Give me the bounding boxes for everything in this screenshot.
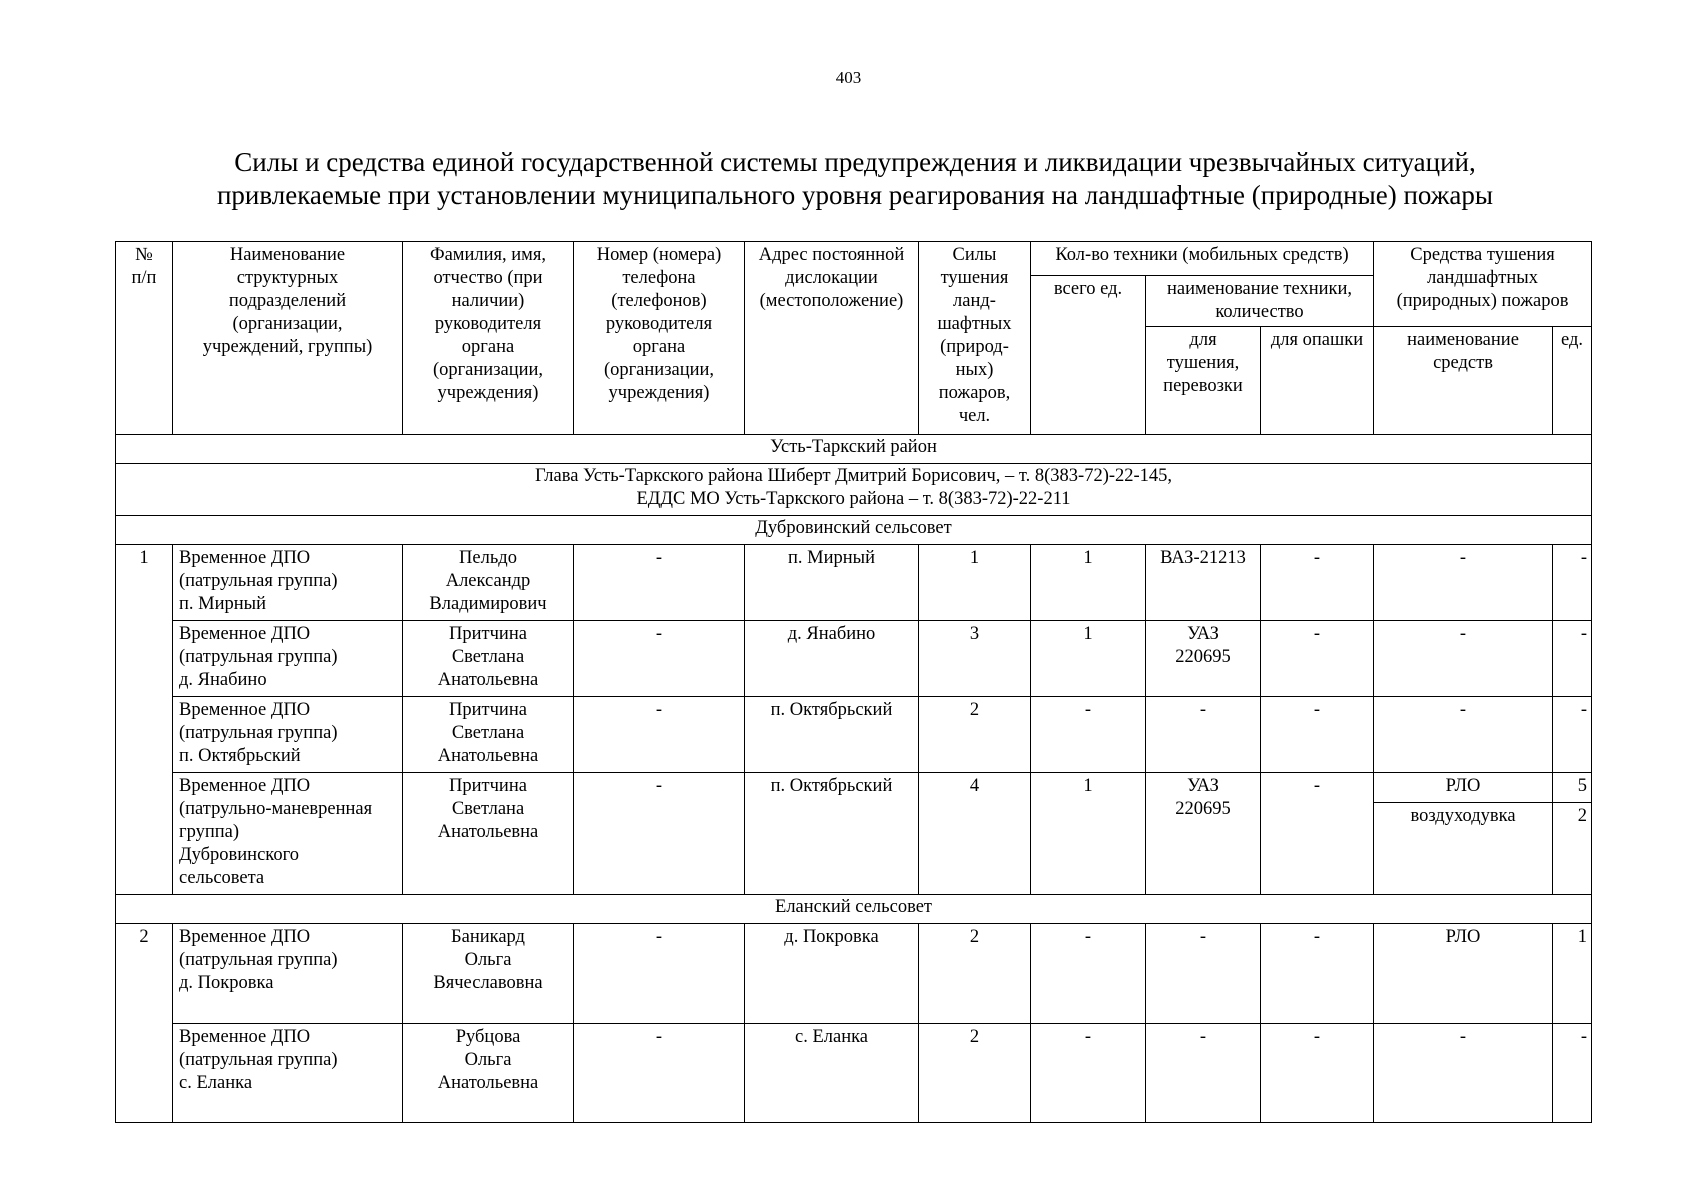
means: РЛО: [1374, 924, 1553, 1024]
unit-name: Временное ДПО (патрульная группа) п. Октябрьский: [173, 697, 403, 773]
table-row: [116, 773, 1592, 803]
row-num: 2: [116, 924, 173, 1024]
means: РЛО: [1374, 773, 1553, 803]
address: п. Мирный: [745, 545, 919, 621]
table-row: [116, 545, 1592, 621]
header-tech-names: наименование техники, количество: [1146, 276, 1374, 327]
unit: -: [1553, 545, 1592, 621]
unit-name: Временное ДПО (патрульная группа) д. Покровка: [173, 924, 403, 1024]
header-address: Адрес постоянной дислокации (местоположение): [745, 242, 919, 435]
document-title: [120, 146, 1590, 212]
extinguish: УАЗ 220695: [1146, 621, 1261, 697]
row-num: [116, 1024, 173, 1123]
header-extinguish: для тушения, перевозки: [1146, 327, 1261, 435]
page-number: 403: [835, 68, 862, 87]
unit: -: [1553, 697, 1592, 773]
forces: 4: [919, 773, 1031, 895]
address: с. Еланка: [745, 1024, 919, 1123]
unit-name: Временное ДПО (патрульно-маневренная группа) Дубровинского сельсовета: [173, 773, 403, 895]
unit: 5: [1553, 773, 1592, 803]
extinguish: -: [1146, 924, 1261, 1024]
head-name: Притчина Светлана Анатольевна: [403, 621, 574, 697]
head-name: Притчина Светлана Анатольевна: [403, 773, 574, 895]
head-name: Рубцова Ольга Анатольевна: [403, 1024, 574, 1123]
resources-table: [115, 241, 1592, 1123]
forces: 2: [919, 697, 1031, 773]
means-2: воздуходувка: [1374, 803, 1553, 895]
row-num: [116, 621, 173, 697]
means: -: [1374, 1024, 1553, 1123]
phone: -: [574, 773, 745, 895]
address: п. Октябрьский: [745, 773, 919, 895]
header-phone: Номер (номера) телефона (телефонов) руководителя органа (организации, учреждения): [574, 242, 745, 435]
head-name: Пельдо Александр Владимирович: [403, 545, 574, 621]
forces: 3: [919, 621, 1031, 697]
district-name: Усть-Таркский район: [116, 435, 1592, 464]
table-row: [116, 924, 1592, 1024]
plow: -: [1261, 773, 1374, 895]
plow: -: [1261, 924, 1374, 1024]
total: 1: [1031, 773, 1146, 895]
council-row: [116, 516, 1592, 545]
unit-name: Временное ДПО (патрульная группа) д. Янабино: [173, 621, 403, 697]
header-total: всего ед.: [1031, 276, 1146, 435]
header-plow: для опашки: [1261, 327, 1374, 435]
header-row-1: [116, 242, 1592, 276]
unit-2: 2: [1553, 803, 1592, 895]
plow: -: [1261, 621, 1374, 697]
address: д. Янабино: [745, 621, 919, 697]
header-tech: Кол-во техники (мобильных средств): [1031, 242, 1374, 276]
header-forces: Силы тушения ланд- шафтных (природ- ных) пожаров, чел.: [919, 242, 1031, 435]
total: 1: [1031, 621, 1146, 697]
unit: -: [1553, 621, 1592, 697]
head-name: Притчина Светлана Анатольевна: [403, 697, 574, 773]
forces: 2: [919, 924, 1031, 1024]
phone: -: [574, 621, 745, 697]
unit: 1: [1553, 924, 1592, 1024]
row-num: 1: [116, 545, 173, 621]
header-means-name: наименование средств: [1374, 327, 1553, 435]
header-head: Фамилия, имя, отчество (при наличии) руководителя органа (организации, учреждения): [403, 242, 574, 435]
total: 1: [1031, 545, 1146, 621]
extinguish: -: [1146, 1024, 1261, 1123]
forces: 2: [919, 1024, 1031, 1123]
head-name: Баникард Ольга Вячеславовна: [403, 924, 574, 1024]
plow: -: [1261, 545, 1374, 621]
unit: -: [1553, 1024, 1592, 1123]
phone: -: [574, 697, 745, 773]
unit-name: Временное ДПО (патрульная группа) с. Еланка: [173, 1024, 403, 1123]
header-num: № п/п: [116, 242, 173, 435]
council-name-2: Еланский сельсовет: [116, 895, 1592, 924]
district-head-info: Глава Усть-Таркского района Шиберт Дмитрий Борисович, – т. 8(383-72)-22-145, ЕДДС МО Усть-Таркского района – т. 8(383-72)-22-211: [116, 464, 1592, 516]
council-name-1: Дубровинский сельсовет: [116, 516, 1592, 545]
total: -: [1031, 1024, 1146, 1123]
unit-name: Временное ДПО (патрульная группа) п. Мирный: [173, 545, 403, 621]
phone: -: [574, 1024, 745, 1123]
extinguish: ВАЗ-21213: [1146, 545, 1261, 621]
row-num: [116, 697, 173, 773]
council-row: [116, 895, 1592, 924]
extinguish: УАЗ 220695: [1146, 773, 1261, 895]
district-row: [116, 435, 1592, 464]
extinguish: -: [1146, 697, 1261, 773]
header-unit: ед.: [1553, 327, 1592, 435]
total: -: [1031, 924, 1146, 1024]
address: д. Покровка: [745, 924, 919, 1024]
plow: -: [1261, 697, 1374, 773]
phone: -: [574, 545, 745, 621]
total: -: [1031, 697, 1146, 773]
district-head-row: [116, 464, 1592, 516]
means: -: [1374, 545, 1553, 621]
header-means: Средства тушения ландшафтных (природных) пожаров: [1374, 242, 1592, 327]
means: -: [1374, 621, 1553, 697]
forces: 1: [919, 545, 1031, 621]
title-line-1: Силы и средства единой государственной системы предупреждения и ликвидации чрезвычайных ситуаций,: [234, 147, 1476, 177]
table-row: [116, 1024, 1592, 1123]
table-row: [116, 697, 1592, 773]
means: -: [1374, 697, 1553, 773]
header-name: Наименование структурных подразделений (организации, учреждений, группы): [173, 242, 403, 435]
table-row: [116, 621, 1592, 697]
address: п. Октябрьский: [745, 697, 919, 773]
phone: -: [574, 924, 745, 1024]
plow: -: [1261, 1024, 1374, 1123]
title-line-2: привлекаемые при установлении муниципального уровня реагирования на ландшафтные (природные) пожары: [216, 180, 1494, 210]
row-num: [116, 773, 173, 895]
